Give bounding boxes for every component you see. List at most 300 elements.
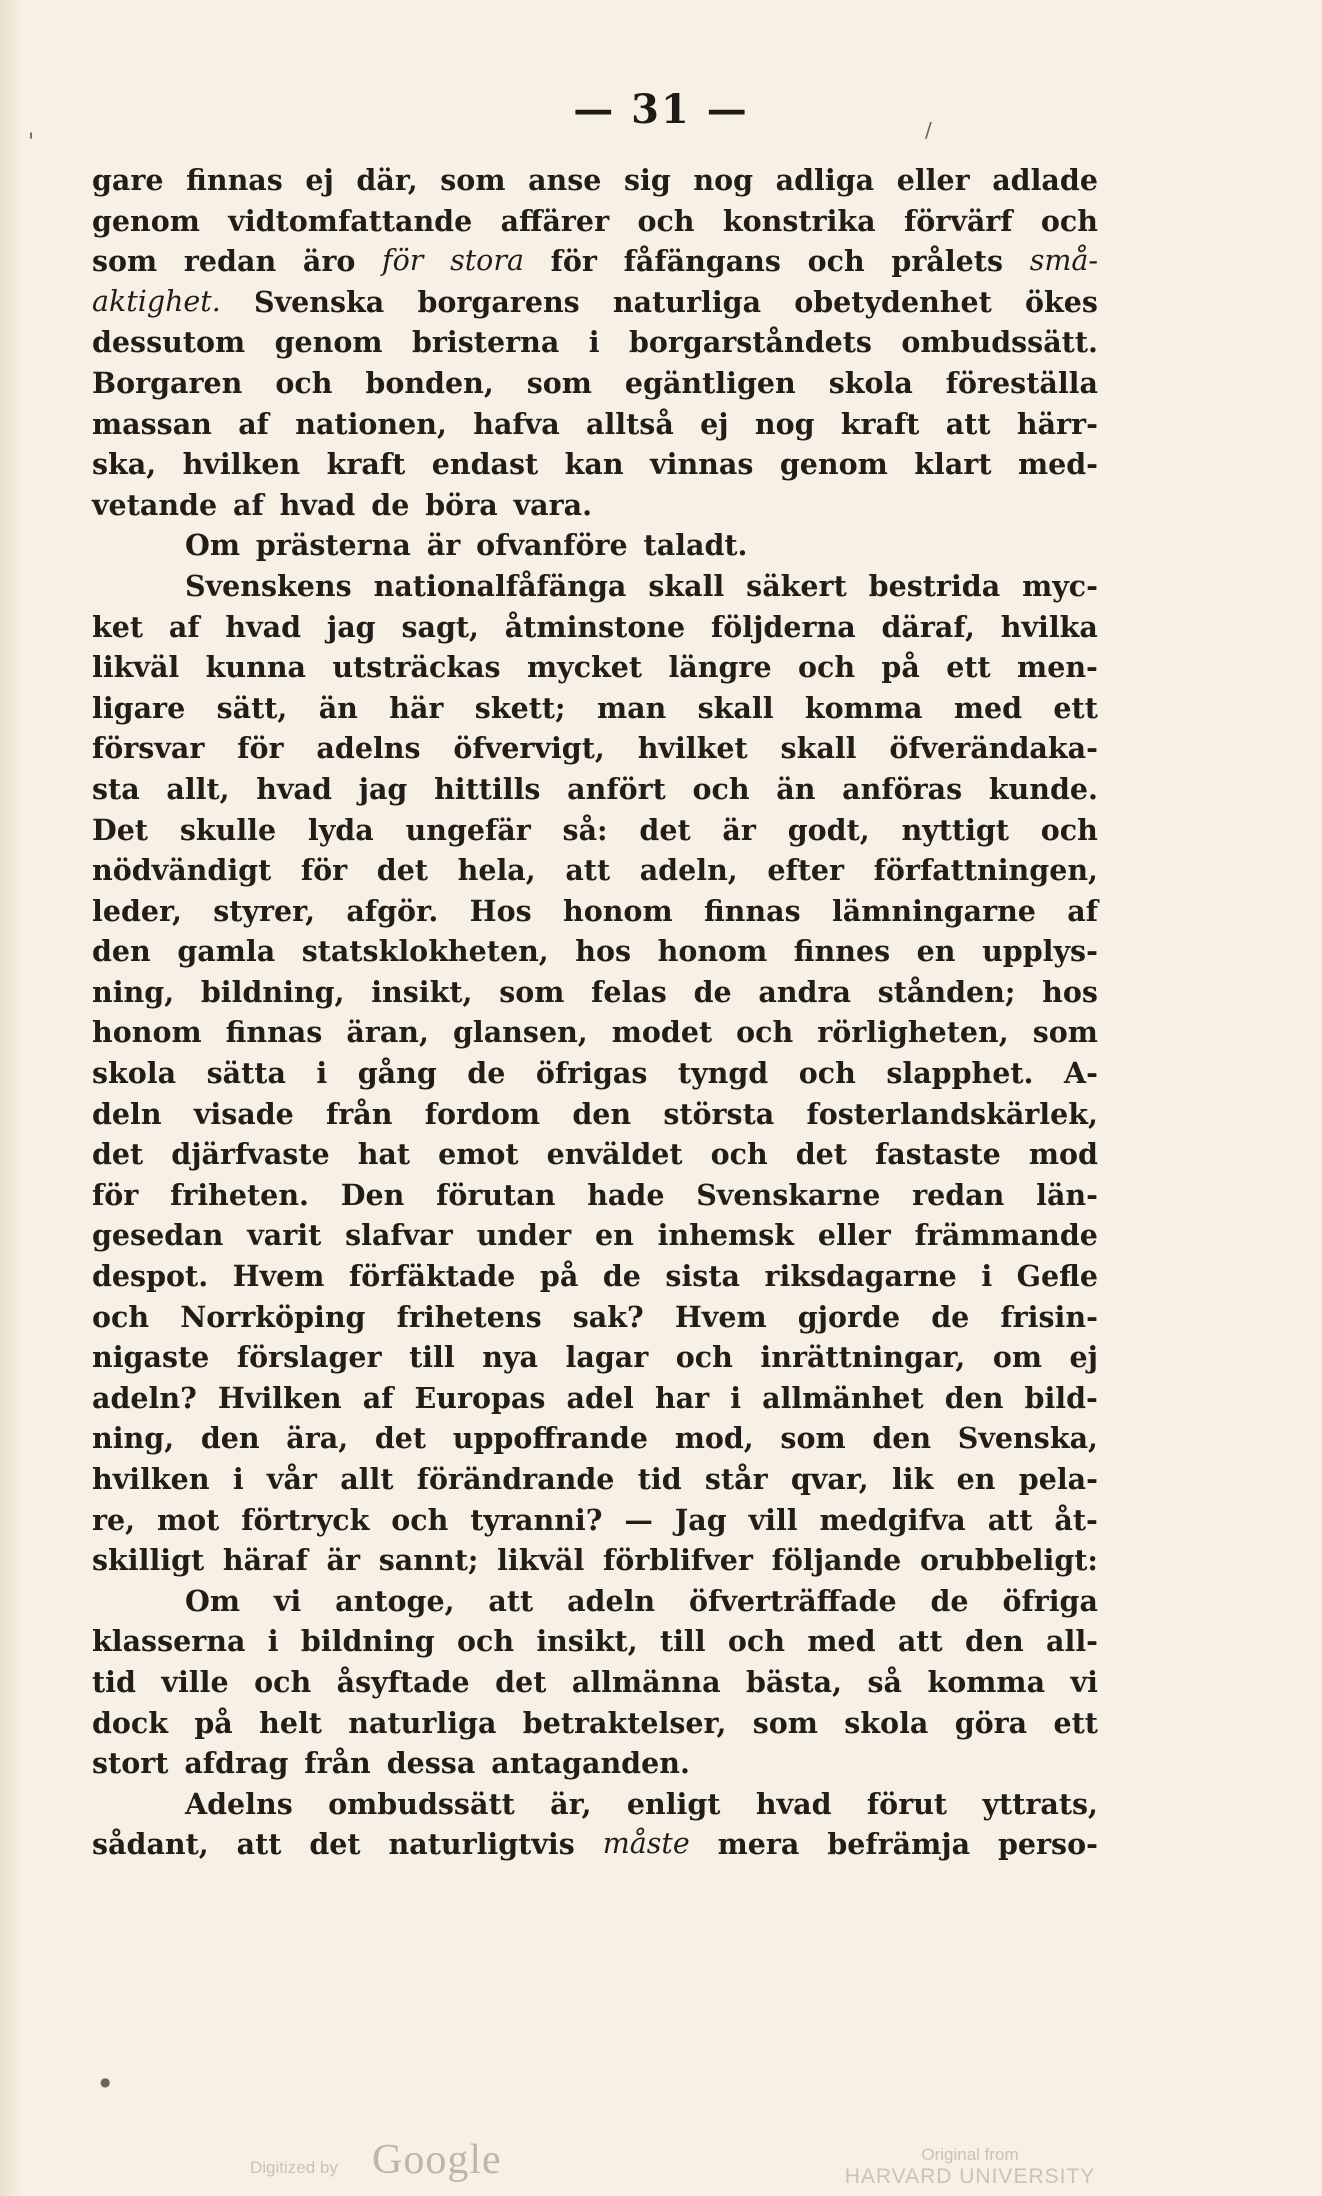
word: ett <box>1053 1705 1098 1740</box>
word: äro <box>302 244 356 279</box>
page-binding-edge <box>0 0 22 2196</box>
word: befrämja <box>827 1827 971 1862</box>
word: hvilka <box>1000 609 1098 644</box>
word: den <box>944 1380 1004 1415</box>
word: affärer <box>500 203 610 238</box>
word: Svenska, <box>957 1421 1098 1456</box>
word: och <box>798 1056 856 1091</box>
word: bild- <box>1024 1380 1098 1415</box>
word: af <box>362 1380 394 1415</box>
word: likväl <box>497 1543 585 1578</box>
word: mera <box>717 1827 800 1862</box>
word: adeln, <box>639 853 738 888</box>
word: små- <box>1029 244 1098 278</box>
word: ökes <box>1025 284 1098 319</box>
word: förutan <box>436 1177 556 1212</box>
word: från <box>326 1096 393 1131</box>
word: och <box>456 1624 515 1659</box>
word: man <box>596 690 667 725</box>
word: utsträckas <box>332 650 501 685</box>
text-line <box>92 1662 1098 1703</box>
text-line <box>92 1418 1098 1459</box>
word: med- <box>1017 447 1098 482</box>
word: öfverändaka- <box>889 731 1098 766</box>
word: gamla <box>177 934 276 969</box>
word: lämningarne <box>831 893 1036 928</box>
word: A- <box>1063 1056 1098 1091</box>
word: under <box>476 1218 572 1253</box>
word: det <box>92 1137 144 1172</box>
word: för <box>237 731 284 766</box>
word: och <box>637 203 695 238</box>
word: den <box>200 1421 260 1456</box>
word: förfäktade <box>348 1259 516 1294</box>
word: vill <box>748 1502 798 1537</box>
word: och <box>1040 203 1098 238</box>
text-line: vetande af hvad de böra vara. <box>92 487 593 522</box>
word: hafva <box>473 406 560 441</box>
word: enväldet <box>546 1137 683 1172</box>
word: som <box>1032 1015 1098 1050</box>
word: ära, <box>286 1421 349 1456</box>
word: sig <box>624 163 671 197</box>
word: konstrika <box>722 203 876 238</box>
word: Borgaren <box>92 365 243 400</box>
word: häraf <box>222 1543 308 1578</box>
word: kunde. <box>988 771 1098 806</box>
word: en <box>956 1462 996 1496</box>
word: Det <box>92 812 149 847</box>
word: adlade <box>992 163 1098 197</box>
word: all- <box>1046 1624 1098 1659</box>
text-line <box>92 1053 1098 1094</box>
word: hvilken <box>182 447 301 482</box>
word: åt- <box>1054 1502 1098 1537</box>
word: myc- <box>1022 568 1098 603</box>
word: hvilket <box>637 731 748 766</box>
text-line <box>92 1784 1098 1825</box>
text-line <box>92 566 1098 607</box>
word: gesedan <box>92 1218 224 1253</box>
word: det <box>795 1137 847 1172</box>
word: sätta <box>206 1056 286 1091</box>
word: despot. <box>92 1259 209 1294</box>
digitized-by-label: Digitized by <box>250 2158 338 2177</box>
text-line <box>92 647 1098 688</box>
word: åtminstone <box>504 609 686 644</box>
word: län- <box>1036 1177 1098 1212</box>
text-line <box>92 1581 1098 1622</box>
word: vår <box>266 1462 317 1496</box>
word: följderna <box>711 609 856 644</box>
word: kunna <box>205 650 307 685</box>
word: ungefär <box>405 812 531 847</box>
word: frisin- <box>1000 1299 1098 1334</box>
word: skola <box>844 1705 929 1740</box>
word: adeln? <box>92 1380 197 1415</box>
word: orubbeligt: <box>919 1543 1098 1578</box>
word: de <box>602 1259 641 1294</box>
word: men- <box>1017 650 1098 685</box>
word: honom <box>562 893 673 928</box>
word: ej <box>305 163 334 197</box>
text-line <box>92 972 1098 1013</box>
word: det <box>376 853 429 888</box>
word: i <box>981 1259 993 1294</box>
word: nog <box>693 163 754 197</box>
word: gång <box>357 1056 437 1091</box>
word: insikt, <box>371 974 473 1009</box>
word: att <box>236 1827 282 1862</box>
word: klasserna <box>92 1624 246 1659</box>
word: största <box>663 1096 775 1131</box>
word: för <box>300 853 348 888</box>
word: adeln <box>567 1583 656 1618</box>
word: Gefle <box>1016 1259 1098 1294</box>
word: anfört <box>567 771 666 806</box>
word: bästa, <box>746 1664 843 1699</box>
word: förvärf <box>903 203 1013 238</box>
word: hittills <box>434 771 541 806</box>
word: däraf, <box>881 609 975 644</box>
word: ej <box>700 406 729 441</box>
word: förtryck <box>241 1502 370 1537</box>
word: öfrigas <box>535 1056 648 1091</box>
word: försvar <box>92 731 205 766</box>
word: betraktelser, <box>522 1705 727 1740</box>
word: författningen, <box>873 853 1098 888</box>
text-line <box>92 1094 1098 1135</box>
word: att <box>565 853 611 888</box>
word: kan <box>564 447 624 482</box>
word: visade <box>193 1096 294 1131</box>
word: ning, <box>92 1421 175 1456</box>
word: med <box>807 1624 876 1659</box>
word: ning, <box>92 974 175 1009</box>
word: åsyftade <box>336 1664 470 1699</box>
word: än <box>318 690 358 725</box>
word: skall <box>697 690 774 725</box>
word: af <box>168 609 200 644</box>
word: Hvilken <box>217 1380 342 1415</box>
word: genom <box>779 447 888 482</box>
word: Norrköping <box>180 1299 366 1334</box>
word: komma <box>927 1664 1046 1699</box>
word: öfvervigt, <box>453 731 605 766</box>
text-line <box>92 728 1098 769</box>
word: styrer, <box>213 893 316 928</box>
word: att <box>987 1502 1033 1537</box>
word: kraft <box>840 406 920 441</box>
word: sta <box>92 771 140 806</box>
word: djärfvaste <box>171 1137 330 1172</box>
margin-mark: ' <box>28 130 35 155</box>
word: efter <box>767 853 845 888</box>
text-line <box>92 769 1098 810</box>
word: genom <box>274 325 383 360</box>
word: rörligheten, <box>817 1015 1009 1050</box>
word: antoge, <box>335 1583 455 1618</box>
word: så: <box>562 812 608 847</box>
word: finnes <box>793 934 891 969</box>
word: helt <box>259 1705 322 1740</box>
word: hela, <box>457 853 536 888</box>
word: och <box>797 650 856 685</box>
word: skett; <box>474 690 566 725</box>
word: obetydenhet <box>794 284 992 319</box>
word: upplys- <box>982 934 1098 969</box>
word: mot <box>156 1502 220 1537</box>
word: finnas <box>225 1015 323 1050</box>
word: hvad <box>256 771 332 806</box>
word: tid <box>637 1462 682 1496</box>
original-from-label: Original from <box>921 2145 1019 2164</box>
word: nationen, <box>295 406 447 441</box>
word: står <box>704 1462 768 1496</box>
text-line <box>92 363 1098 404</box>
text-line <box>92 1297 1098 1338</box>
word: den <box>872 1421 932 1456</box>
word: följande <box>771 1543 902 1578</box>
word: Den <box>340 1177 405 1212</box>
word: naturliga <box>348 1705 497 1740</box>
word: det <box>374 1421 427 1456</box>
word: hos <box>575 934 632 969</box>
word: pela- <box>1018 1462 1098 1496</box>
word: statsklokheten, <box>301 934 549 969</box>
word: Europas <box>414 1380 546 1415</box>
word: bristerna <box>411 325 560 360</box>
word: medgifva <box>819 1502 966 1537</box>
word: vinnas <box>650 447 754 482</box>
word: mod <box>1028 1137 1098 1172</box>
word: eller <box>817 1218 891 1253</box>
scan-watermark <box>0 2137 1322 2196</box>
word: nya <box>482 1340 538 1375</box>
word: en <box>916 934 956 969</box>
word: sagt, <box>401 609 479 644</box>
text-line <box>92 1256 1098 1297</box>
word: stånden; <box>877 974 1016 1009</box>
word: afgör. <box>346 893 439 928</box>
word: sätt, <box>216 690 288 725</box>
word: gare <box>92 163 164 197</box>
word: till <box>659 1624 706 1659</box>
word: ombudssätt <box>328 1786 515 1821</box>
word: att <box>945 406 991 441</box>
word: stora <box>450 244 524 278</box>
word: skilligt <box>92 1543 205 1578</box>
word: adel <box>566 1380 634 1415</box>
word: de <box>693 974 732 1009</box>
text-line <box>92 1215 1098 1256</box>
word: frihetens <box>396 1299 542 1334</box>
word: slafvar <box>345 1218 453 1253</box>
word: Adelns <box>185 1786 293 1821</box>
word: honom <box>657 934 768 969</box>
institution-label: HARVARD UNIVERSITY <box>844 2165 1096 2188</box>
word: ett <box>1053 690 1098 725</box>
word: än <box>776 771 816 806</box>
word: ska, <box>92 447 157 482</box>
word: vidtomfattande <box>228 203 473 238</box>
text-line: Om prästerna är ofvanföre taladt. <box>185 528 748 563</box>
google-logo-text: Google <box>372 2137 502 2183</box>
word: finnas <box>703 893 801 928</box>
word: dessutom <box>92 325 246 360</box>
word: har <box>654 1380 710 1415</box>
text-line <box>92 1175 1098 1216</box>
word: af <box>1067 893 1098 928</box>
text-line <box>92 1378 1098 1419</box>
word: i <box>232 1462 244 1496</box>
word: om <box>992 1340 1042 1375</box>
word: sannt; <box>378 1543 479 1578</box>
word: jag <box>358 771 408 806</box>
word: naturligtvis <box>388 1827 575 1862</box>
word: hvilken <box>92 1462 210 1496</box>
word: det <box>639 812 691 847</box>
word: i <box>588 325 600 360</box>
word: på <box>194 1705 233 1740</box>
word: på <box>539 1259 579 1294</box>
word: för <box>92 1177 139 1212</box>
word: skola <box>92 1056 177 1091</box>
word: anföras <box>842 771 963 806</box>
word: och <box>727 1624 785 1659</box>
word: aktighet. <box>92 284 221 318</box>
word: — <box>624 1502 653 1537</box>
word: ket <box>92 609 144 644</box>
word: förut <box>866 1786 948 1821</box>
word: felas <box>591 974 667 1009</box>
text-line <box>92 850 1098 891</box>
word: fåfängans <box>623 244 781 279</box>
word: adelns <box>316 731 421 766</box>
word: som <box>752 1705 818 1740</box>
word: massan <box>92 406 212 441</box>
word: lik <box>891 1462 934 1496</box>
word: jag <box>326 609 376 644</box>
text-line <box>92 160 1098 201</box>
word: komma <box>804 690 923 725</box>
word: är, <box>550 1786 592 1821</box>
word: och <box>1040 812 1098 847</box>
word: och <box>710 1137 768 1172</box>
word: Hvem <box>674 1299 767 1334</box>
word: säkert <box>746 568 847 603</box>
word: ombudssätt. <box>901 325 1098 360</box>
text-line <box>92 1703 1098 1744</box>
word: det <box>495 1664 547 1699</box>
word: som <box>440 163 506 197</box>
text-line <box>92 241 1098 282</box>
word: perso- <box>997 1827 1098 1862</box>
word: mycket <box>526 650 643 685</box>
word: de <box>930 1583 969 1618</box>
word: de <box>931 1299 970 1334</box>
word: borgarens <box>417 284 580 319</box>
text-line <box>92 444 1098 485</box>
word: och <box>391 1502 449 1537</box>
word: hade <box>587 1177 665 1212</box>
word: som <box>780 1421 846 1456</box>
word: emot <box>438 1137 519 1172</box>
word: en <box>594 1218 634 1253</box>
text-line: stort afdrag från dessa antaganden. <box>92 1746 690 1781</box>
text-line <box>92 1337 1098 1378</box>
word: honom <box>92 1015 202 1050</box>
word: och <box>736 1015 794 1050</box>
word: skall <box>648 568 725 603</box>
word: så <box>867 1664 903 1699</box>
word: att <box>488 1583 534 1618</box>
word: Hvem <box>232 1259 325 1294</box>
word: allt <box>340 1462 394 1496</box>
word: för <box>550 244 597 279</box>
word: de <box>467 1056 506 1091</box>
page-number: — 31 — <box>573 86 749 133</box>
text-line <box>92 1824 1098 1865</box>
word: gjorde <box>797 1299 901 1334</box>
word: Om <box>185 1583 240 1618</box>
word: och <box>692 771 750 806</box>
word: friheten. <box>170 1177 309 1212</box>
text-line <box>92 282 1098 323</box>
word: modet <box>611 1015 713 1050</box>
word: skulle <box>179 812 277 847</box>
word: förändrande <box>416 1462 615 1496</box>
text-line <box>92 1540 1098 1581</box>
word: uppoffrande <box>452 1421 649 1456</box>
word: skall <box>780 731 857 766</box>
word: tyranni? <box>470 1502 603 1537</box>
original-from-block <box>840 2144 1100 2188</box>
body-text <box>92 160 1098 1865</box>
word: allt, <box>166 771 230 806</box>
word: adliga <box>775 163 875 197</box>
word: som <box>92 244 158 279</box>
text-line <box>92 1134 1098 1175</box>
word: deln <box>92 1096 162 1131</box>
word: dock <box>92 1705 169 1740</box>
word: fastaste <box>875 1137 1001 1172</box>
word: förslager <box>236 1340 382 1375</box>
word: i <box>316 1056 328 1091</box>
word: sista <box>665 1259 740 1294</box>
margin-mark: / <box>925 118 932 142</box>
word: redan <box>912 1177 1005 1212</box>
word: föreställa <box>945 365 1098 400</box>
text-line <box>92 607 1098 648</box>
word: bonden, <box>365 365 494 400</box>
word: måste <box>602 1827 690 1861</box>
word: där, <box>356 163 418 197</box>
word: egäntligen <box>624 365 796 400</box>
word: naturliga <box>612 284 762 319</box>
word: eller <box>896 163 970 197</box>
word: ett <box>946 650 991 685</box>
word: andra <box>758 974 851 1009</box>
word: här <box>389 690 444 725</box>
word: sak? <box>572 1299 644 1334</box>
text-line <box>92 1012 1098 1053</box>
word: borgarståndets <box>628 325 872 360</box>
word: sådant, <box>92 1827 209 1862</box>
word: är <box>722 812 756 847</box>
text-line <box>92 1459 1098 1500</box>
word: inrättningar, <box>760 1340 966 1375</box>
